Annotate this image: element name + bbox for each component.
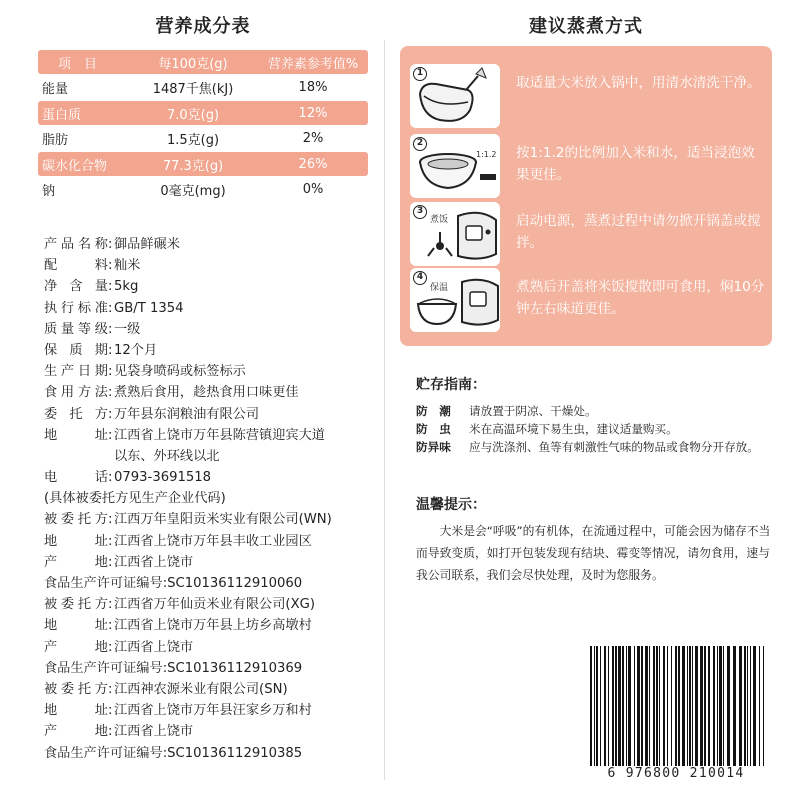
producer-row: 产 地 : 江西省上饶市 (44, 637, 374, 658)
barcode-bar (744, 646, 746, 766)
storage-value: 米在高温环境下易生虫，建议适量购买。 (469, 422, 678, 436)
rice-bowl-icon (410, 268, 500, 332)
producer-key: 被委托方 (44, 512, 108, 528)
barcode-bar (641, 646, 643, 766)
info-value: 0793-3691518 (114, 470, 212, 486)
nutrient-amount: 0毫克(mg) (160, 184, 226, 200)
cooking-panel (400, 46, 772, 346)
storage-row (416, 438, 776, 456)
nutrient-amount: 77.3克(g) (162, 158, 224, 174)
cooking-title: 建议蒸煮方式 (529, 16, 643, 37)
barcode-bar (700, 646, 703, 766)
producer-row: 食品生产许可证编号 : SC10136112910385 (44, 743, 374, 764)
ratio-label: 1:1.2 (476, 150, 497, 159)
barcode-bar (678, 646, 680, 766)
step-text: 煮熟后开盖将米饭搅散即可食用，焖10分钟左右味道更佳。 (516, 279, 765, 317)
header-per100g: 每100克(g) (158, 56, 228, 72)
nutrition-row (38, 178, 368, 202)
info-row: 地 址 : 江西省上饶市万年县陈营镇迎宾大道 (44, 425, 374, 446)
tip-title: 温馨提示： (416, 497, 486, 513)
producer-row: 食品生产许可证编号 : SC10136112910060 (44, 573, 374, 594)
step-text: 按1:1.2的比例加入米和水，适当浸泡效果更佳。 (516, 145, 755, 183)
rice-water-ratio-icon (410, 134, 500, 198)
barcode-bar (645, 646, 648, 766)
info-value: 江西省上饶市万年县陈营镇迎宾大道 (114, 427, 325, 443)
barcode-bar (695, 646, 698, 766)
info-key: 执行标准 (44, 300, 108, 316)
info-key: 电 话 (44, 470, 108, 486)
info-key (44, 446, 108, 467)
producer-value: SC10136112910369 (167, 660, 303, 676)
barcode-bar (634, 646, 635, 766)
step-number: 3 (413, 205, 427, 219)
producer-key: 被委托方 (44, 597, 108, 613)
barcode-bar (750, 646, 751, 766)
producer-value: 江西省万年仙贡米业有限公司(XG) (114, 597, 315, 613)
info-key: 保 质 期 (44, 342, 108, 358)
storage-value: 应与洗涤剂、鱼等有刺激性气味的物品或食物分开存放。 (469, 440, 759, 454)
storage-guide (416, 402, 776, 456)
producer-value: 江西省上饶市万年县丰收工业园区 (114, 533, 312, 549)
nutrition-header-row (38, 50, 368, 74)
barcode-bar (628, 646, 631, 766)
info-row: 生产日期 : 见袋身喷码或标签标示 (44, 361, 374, 382)
info-row: 净 含 量 : 5kg (44, 276, 374, 297)
nutrient-name: 碳水化合物 (42, 158, 108, 174)
info-key: 产品名称 (44, 237, 108, 252)
rice-cooker-icon (410, 202, 500, 266)
barcode-bar (594, 646, 595, 766)
producer-key: 地 址 (44, 703, 108, 719)
barcode-bar (604, 646, 606, 766)
producer-value: 江西省上饶市 (114, 639, 194, 655)
nutrition-table (38, 50, 368, 204)
header-item: 项 目 (58, 56, 98, 72)
producer-key: 地 址 (44, 533, 108, 549)
producer-value: 江西神农源米业有限公司(SN) (114, 681, 288, 697)
nutrient-name: 钠 (42, 184, 56, 200)
nutrient-nrv: 2% (302, 131, 324, 147)
barcode-bar (713, 646, 715, 766)
storage-row (416, 402, 776, 420)
producer-note: (具体被委托方见生产企业代码) (44, 491, 226, 507)
barcode-bar (727, 646, 730, 766)
nutrient-name: 脂肪 (42, 133, 69, 149)
info-value: 见袋身喷码或标签标示 (114, 364, 246, 380)
info-value: 5kg (114, 279, 139, 295)
nutrition-row (38, 127, 368, 151)
storage-key: 防 虫 (416, 422, 451, 436)
product-info (44, 234, 374, 764)
tip-text: 大米是会“呼吸”的有机体，在流通过程中，可能会因为储存不当而导致变质，如打开包装发现有结块、霉变等情况，请勿食用，速与我公司联系，我们会尽快处理，及时为您服务。 (416, 524, 771, 582)
info-key: 委 托 方 (44, 406, 108, 422)
info-row: 食用方法 : 煮熟后食用，趁热食用口味更佳 (44, 382, 374, 403)
barcode-bar (704, 646, 706, 766)
nutrient-nrv: 18% (298, 80, 328, 96)
barcode-bar (723, 646, 724, 766)
info-value: 籼米 (114, 258, 141, 274)
storage-title: 贮存指南： (416, 377, 486, 393)
info-row: 电 话 : 0793-3691518 (44, 467, 374, 488)
producer-key: 被委托方 (44, 681, 108, 697)
barcode-bar (671, 646, 672, 766)
storage-value: 请放置于阴凉、干燥处。 (469, 404, 597, 418)
barcode-bar (717, 646, 718, 766)
barcode-bar (649, 646, 650, 766)
producer-row: 被委托方 : 江西神农源米业有限公司(SN) (44, 679, 374, 700)
barcode-bar (682, 646, 685, 766)
barcode-bar (692, 646, 693, 766)
barcode (576, 640, 776, 788)
producer-value: 江西省上饶市 (114, 554, 194, 570)
barcode-bar (733, 646, 736, 766)
info-row: 执行标准 : GB/T 1354 (44, 298, 374, 319)
info-value: 以东、外环线以北 (114, 448, 220, 464)
producer-note-row (44, 488, 374, 509)
producer-row: 地 址 : 江西省上饶市万年县汪家乡万和村 (44, 700, 374, 721)
info-key: 质量等级 (44, 321, 108, 337)
producer-key: 产 地 (44, 639, 108, 655)
info-value: 御品鲜碾米 (114, 237, 180, 252)
info-key: 地 址 (44, 427, 108, 443)
barcode-bar (615, 646, 617, 766)
nutrient-amount: 1487千焦(kJ) (152, 82, 234, 98)
producer-value: 江西万年皇阳贡米实业有限公司(WN) (114, 512, 332, 528)
info-row: 产品名称 : 御品鲜碾米 (44, 234, 374, 255)
barcode-bar (656, 646, 658, 766)
info-row: 委 托 方 : 万年县东润粮油有限公司 (44, 404, 374, 425)
producer-row: 地 址 : 江西省上饶市万年县上坊乡高墩村 (44, 615, 374, 636)
step-text: 启动电源，蒸煮过程中请勿掀开锅盖或搅拌。 (516, 213, 761, 251)
producer-key: 地 址 (44, 618, 108, 634)
producer-key: 食品生产许可证编号 (44, 745, 163, 761)
producer-value: 江西省上饶市 (114, 724, 194, 740)
storage-row (416, 420, 776, 438)
nutrition-row (38, 152, 368, 176)
barcode-bar (618, 646, 621, 766)
barcode-bar (667, 646, 668, 766)
producer-row: 被委托方 : 江西省万年仙贡米业有限公司(XG) (44, 594, 374, 615)
producer-row: 产 地 : 江西省上饶市 (44, 721, 374, 742)
nutrition-row (38, 101, 368, 125)
barcode-bar (689, 646, 691, 766)
nutrient-name: 能量 (42, 82, 69, 98)
step-number: 1 (413, 67, 427, 81)
step-number: 2 (413, 137, 427, 151)
producer-value: SC10136112910385 (167, 745, 303, 761)
barcode-number: 6 976800 210014 (576, 766, 776, 781)
barcode-bar (687, 646, 688, 766)
info-value: 12个月 (114, 342, 158, 358)
barcode-bar (626, 646, 627, 766)
info-key: 生产日期 (44, 364, 108, 380)
cooking-step (410, 202, 770, 266)
barcode-bar (653, 646, 655, 766)
producer-row: 地 址 : 江西省上饶市万年县丰收工业园区 (44, 531, 374, 552)
barcode-bar (622, 646, 624, 766)
nutrient-nrv: 26% (298, 156, 328, 172)
barcode-bar (590, 646, 592, 766)
info-row (44, 446, 374, 467)
storage-key: 防 潮 (416, 404, 451, 418)
producer-row: 食品生产许可证编号 : SC10136112910369 (44, 658, 374, 679)
barcode-bar (739, 646, 742, 766)
step-number: 4 (413, 271, 427, 285)
column-divider (384, 40, 385, 780)
nutrient-nrv: 12% (298, 105, 328, 121)
nutrient-amount: 7.0克(g) (166, 107, 220, 123)
info-value: 煮熟后食用，趁热食用口味更佳 (114, 385, 299, 401)
cooking-step (410, 134, 770, 198)
barcode-bar (612, 646, 614, 766)
storage-key: 防异味 (416, 440, 451, 454)
cook-label: 煮饭 (430, 215, 449, 225)
header-nrv: 营养素参考值% (267, 56, 359, 72)
wash-rice-icon (410, 64, 500, 128)
barcode-bar (596, 646, 598, 766)
keep-warm-label: 保温 (430, 283, 449, 293)
barcode-bar (719, 646, 722, 766)
producer-value: 江西省上饶市万年县汪家乡万和村 (114, 703, 312, 719)
info-key: 配 料 (44, 258, 108, 274)
cooking-step (410, 268, 770, 332)
producer-row: 被委托方 : 江西万年皇阳贡米实业有限公司(WN) (44, 509, 374, 530)
info-key: 净 含 量 (44, 279, 108, 295)
barcode-bar (747, 646, 748, 766)
barcode-bar (600, 646, 601, 766)
info-value: GB/T 1354 (114, 300, 184, 316)
producer-value: SC10136112910060 (167, 576, 303, 591)
producer-key: 产 地 (44, 724, 108, 740)
barcode-bars (576, 640, 776, 768)
info-value: 一级 (114, 321, 141, 337)
barcode-bar (753, 646, 756, 766)
barcode-bar (763, 646, 764, 766)
step-text: 取适量大米放入锅中，用清水清洗干净。 (516, 75, 761, 91)
barcode-bar (708, 646, 710, 766)
producer-key: 产 地 (44, 554, 108, 570)
info-value: 万年县东润粮油有限公司 (114, 406, 260, 422)
producer-value: 江西省上饶市万年县上坊乡高墩村 (114, 618, 312, 634)
info-row: 保 质 期 : 12个月 (44, 340, 374, 361)
info-row: 配 料 : 籼米 (44, 255, 374, 276)
barcode-bar (759, 646, 760, 766)
producer-row: 产 地 : 江西省上饶市 (44, 552, 374, 573)
info-key: 食用方法 (44, 385, 108, 401)
nutrition-row (38, 76, 368, 100)
barcode-bar (675, 646, 677, 766)
producer-key: 食品生产许可证编号 (44, 660, 163, 676)
nutrient-amount: 1.5克(g) (166, 133, 220, 149)
barcode-bar (663, 646, 665, 766)
cooking-step (410, 64, 770, 128)
barcode-bar (608, 646, 609, 766)
barcode-bar (637, 646, 640, 766)
barcode-bar (659, 646, 660, 766)
nutrition-title: 营养成分表 (155, 16, 251, 37)
producer-key: 食品生产许可证编号 (44, 576, 163, 591)
nutrient-name: 蛋白质 (42, 107, 82, 123)
info-row: 质量等级 : 一级 (44, 319, 374, 340)
nutrient-nrv: 0% (302, 182, 324, 198)
